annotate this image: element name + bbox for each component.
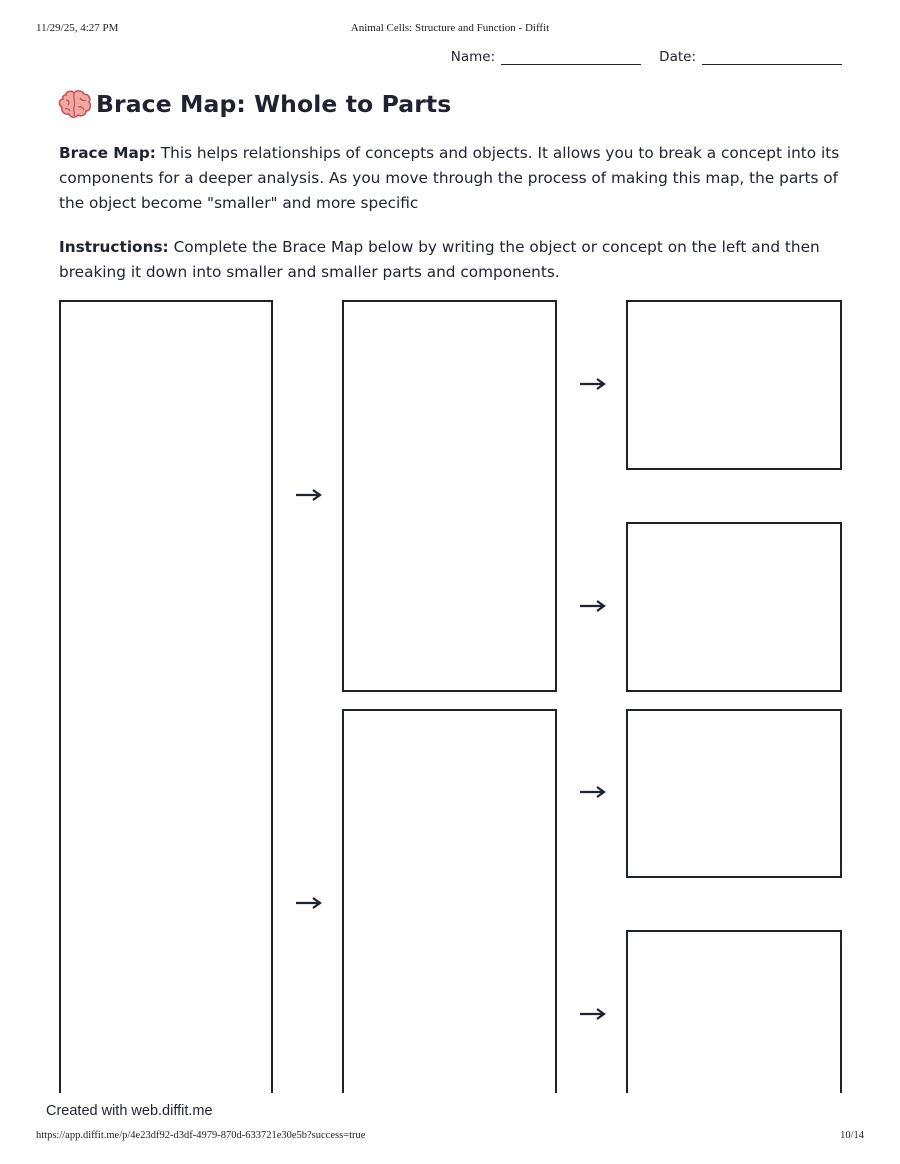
description-paragraph	[59, 141, 849, 216]
arrow-right-icon	[579, 785, 607, 799]
arrow-right-icon	[579, 599, 607, 613]
arrow-right-icon	[579, 1007, 607, 1021]
date-label: Date:	[659, 49, 696, 65]
part-box-2[interactable]	[342, 709, 557, 1093]
name-label: Name:	[450, 49, 496, 65]
brain-icon	[58, 89, 92, 119]
instructions-label: Instructions:	[59, 238, 169, 256]
subpart-box-1[interactable]	[626, 300, 842, 470]
arrow-right-icon	[295, 488, 323, 502]
arrow-right-icon	[295, 896, 323, 910]
instructions-text: Complete the Brace Map below by writing the object or concept on the left and then breaking it down into smaller and smaller parts and components.	[59, 238, 820, 281]
part-box-1[interactable]	[342, 300, 557, 692]
subpart-box-4[interactable]	[626, 930, 842, 1093]
print-datetime: 11/29/25, 4:27 PM	[36, 22, 119, 34]
instructions-paragraph	[59, 235, 849, 285]
arrow-right-icon	[579, 377, 607, 391]
print-doc-title: Animal Cells: Structure and Function - Diffit	[350, 22, 550, 34]
print-footer	[0, 1130, 900, 1146]
page-heading	[58, 86, 451, 122]
print-header	[0, 22, 900, 38]
date-field[interactable]	[702, 50, 842, 65]
page-title: Brace Map: Whole to Parts	[96, 90, 452, 118]
whole-box[interactable]	[59, 300, 273, 1093]
description-text: This helps relationships of concepts and objects. It allows you to break a concept into its components for a deeper analysis. As you move through the process of making this map, the parts of the object become "smaller" and more specific	[59, 144, 840, 212]
subpart-box-3[interactable]	[626, 709, 842, 878]
page-number: 10/14	[840, 1130, 864, 1141]
created-with-note: Created with web.diffit.me	[46, 1103, 213, 1119]
page-url: https://app.diffit.me/p/4e23df92-d3df-4979-870d-633721e30e5b?success=true	[36, 1130, 366, 1141]
name-field[interactable]	[501, 50, 641, 65]
name-date-fields	[451, 45, 842, 65]
subpart-box-2[interactable]	[626, 522, 842, 692]
description-label: Brace Map:	[59, 144, 156, 162]
